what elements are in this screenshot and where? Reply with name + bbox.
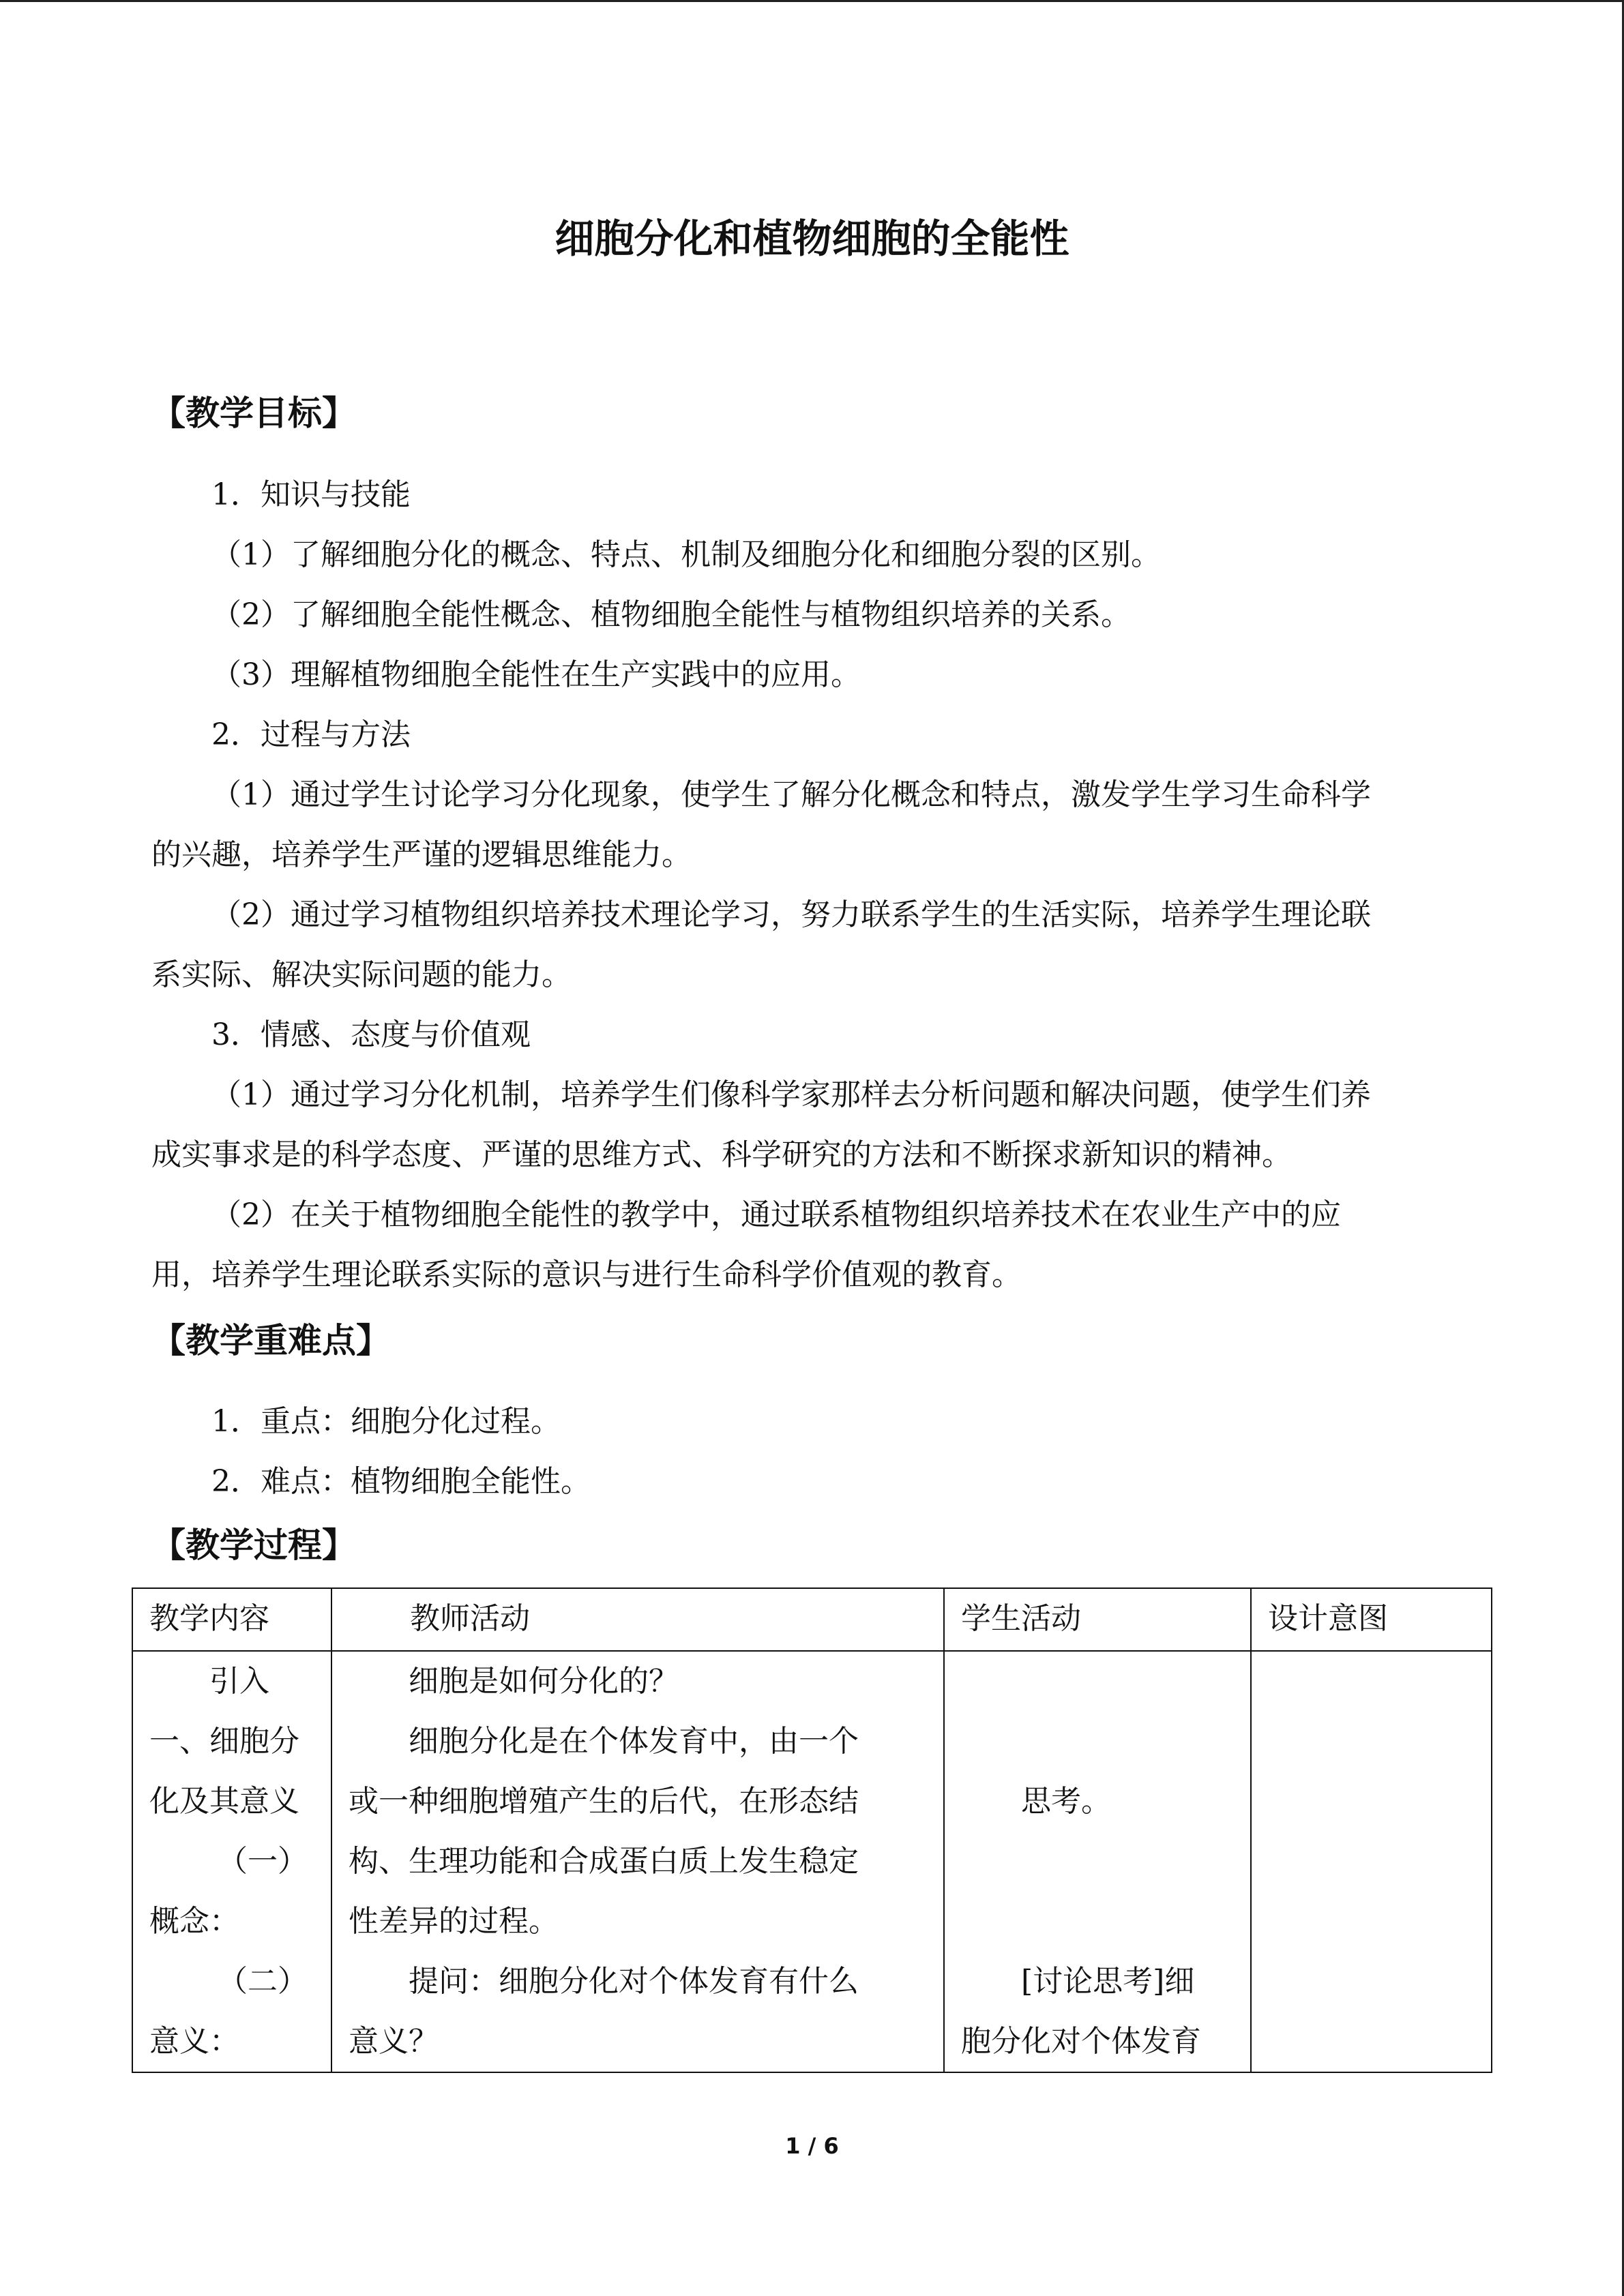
content-line: （二） <box>218 1964 308 1999</box>
section-heading-process: 【教学过程】 <box>151 1525 356 1565</box>
page-number: 1 / 6 <box>785 2133 839 2159</box>
teacher-line: 提问：细胞分化对个体发育有什么 <box>409 1964 859 1999</box>
header-content: 教学内容 <box>132 1588 331 1651</box>
objective-heading-knowledge: 1．知识与技能 <box>211 477 411 512</box>
student-line: 思考。 <box>1021 1784 1111 1819</box>
content-line: 意义： <box>149 2024 239 2059</box>
section-heading-objectives: 【教学目标】 <box>151 393 356 433</box>
objective-attitude-2b: 用，培养学生理论联系实际的意识与进行生命科学价值观的教育。 <box>151 1257 1022 1292</box>
teacher-line: 细胞是如何分化的？ <box>409 1664 679 1699</box>
cell-student <box>944 1651 1251 2072</box>
document-title: 细胞分化和植物细胞的全能性 <box>555 215 1069 262</box>
objective-knowledge-3: （3）理解植物细胞全能性在生产实践中的应用。 <box>211 657 861 692</box>
page-top-border <box>0 0 1624 2</box>
content-line: 化及其意义 <box>149 1784 299 1819</box>
teacher-line: 构、生理功能和合成蛋白质上发生稳定 <box>349 1844 859 1879</box>
key-point-difficulty: 2．难点：植物细胞全能性。 <box>211 1464 591 1499</box>
objective-process-2b: 系实际、解决实际问题的能力。 <box>151 957 572 992</box>
header-teacher-label: 教师活动 <box>410 1601 530 1636</box>
teaching-process-table <box>132 1587 1492 2073</box>
objective-attitude-1a: （1）通过学习分化机制，培养学生们像科学家那样去分析问题和解决问题，使学生们养 <box>211 1077 1371 1112</box>
objective-attitude-2a: （2）在关于植物细胞全能性的教学中，通过联系植物组织培养技术在农业生产中的应 <box>211 1197 1341 1232</box>
cell-teacher <box>331 1651 944 2072</box>
teacher-line: 性差异的过程。 <box>349 1904 559 1939</box>
objective-knowledge-1: （1）了解细胞分化的概念、特点、机制及细胞分化和细胞分裂的区别。 <box>211 537 1161 572</box>
objective-knowledge-2: （2）了解细胞全能性概念、植物细胞全能性与植物组织培养的关系。 <box>211 597 1131 632</box>
content-line: （一） <box>218 1844 308 1879</box>
teacher-line: 意义？ <box>349 2024 439 2059</box>
header-student: 学生活动 <box>944 1588 1251 1651</box>
spacer <box>961 1712 1238 1772</box>
spacer <box>961 1832 1238 1892</box>
objective-attitude-1b: 成实事求是的科学态度、严谨的思维方式、科学研究的方法和不断探求新知识的精神。 <box>151 1137 1292 1172</box>
objective-heading-process: 2．过程与方法 <box>211 717 411 752</box>
cell-design <box>1251 1651 1492 2072</box>
objective-heading-attitude: 3．情感、态度与价值观 <box>211 1017 531 1052</box>
student-line: [讨论思考]细 <box>1021 1964 1195 1999</box>
content-line: 概念： <box>149 1904 239 1939</box>
student-line: 胞分化对个体发育 <box>961 2024 1201 2059</box>
header-teacher <box>331 1588 944 1651</box>
section-heading-key-points: 【教学重难点】 <box>151 1321 390 1360</box>
objective-process-1a: （1）通过学生讨论学习分化现象，使学生了解分化概念和特点，激发学生学习生命科学 <box>211 777 1371 812</box>
teacher-line: 或一种细胞增殖产生的后代，在形态结 <box>349 1784 859 1819</box>
cell-content <box>132 1651 331 2072</box>
spacer <box>961 1892 1238 1952</box>
table-row <box>132 1651 1492 2072</box>
header-design: 设计意图 <box>1251 1588 1492 1651</box>
table-header-row <box>132 1588 1492 1651</box>
objective-process-1b: 的兴趣，培养学生严谨的逻辑思维能力。 <box>151 837 692 872</box>
teacher-line: 细胞分化是在个体发育中，由一个 <box>409 1724 859 1759</box>
key-point-focus: 1．重点：细胞分化过程。 <box>211 1404 561 1439</box>
objective-process-2a: （2）通过学习植物组织培养技术理论学习，努力联系学生的生活实际，培养学生理论联 <box>211 897 1371 932</box>
content-line: 一、细胞分 <box>149 1724 299 1759</box>
content-line: 引入 <box>209 1664 269 1699</box>
spacer <box>961 1652 1238 1712</box>
